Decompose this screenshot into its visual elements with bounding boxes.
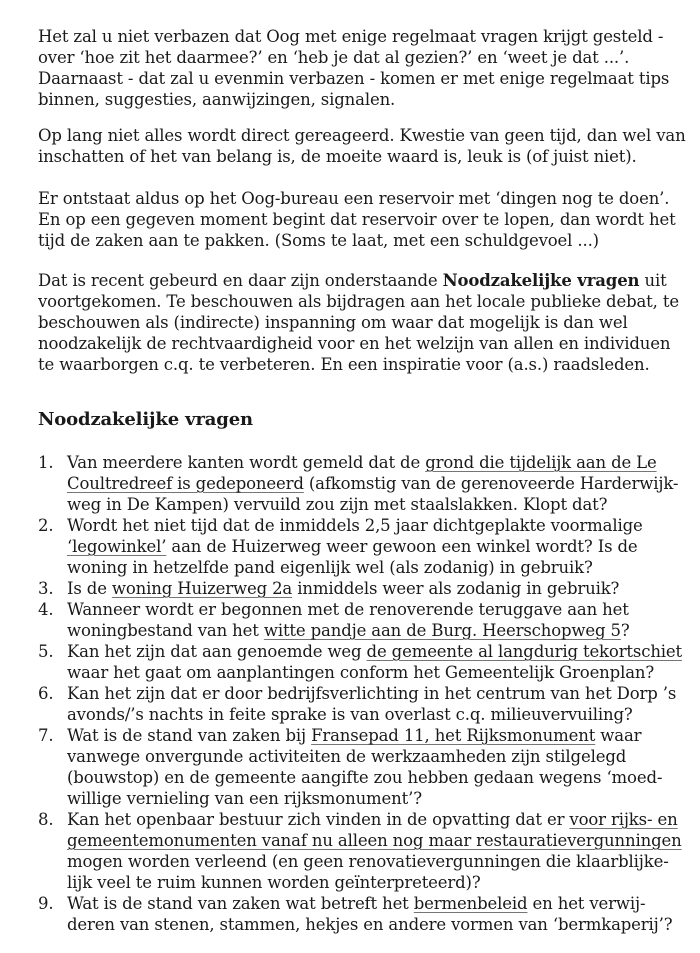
underlined-text: gemeentemonumenten vanaf nu alleen nog maar restauratievergunningen	[67, 831, 682, 850]
intro-paragraphs	[38, 26, 688, 375]
text-line	[67, 830, 688, 851]
text-run: Het zal u niet verbazen dat Oog met enige regelmaat vragen krijgt gesteld -	[38, 27, 664, 46]
text-line	[67, 452, 688, 473]
text-run: Van meerdere kanten wordt gemeld dat de	[67, 453, 426, 472]
list-item-number: 6.	[38, 684, 54, 703]
paragraph	[38, 188, 688, 251]
text-run: Kan het openbaar bestuur zich vinden in de opvatting dat er	[67, 810, 570, 829]
text-line	[67, 641, 688, 662]
text-line	[38, 291, 688, 312]
underlined-text: Coultredreef is gedeponeerd	[67, 474, 304, 493]
text-run: ?	[620, 621, 630, 640]
text-line	[38, 354, 688, 375]
text-run: woning in hetzelfde pand eigenlijk wel (als zodanig) in gebruik?	[67, 558, 593, 577]
text-line	[38, 89, 688, 110]
text-run: willige vernieling van een rijksmonument’?	[67, 789, 422, 808]
list-item-text	[67, 641, 688, 683]
text-line	[38, 47, 688, 68]
text-run: Is de	[67, 579, 112, 598]
text-line	[38, 333, 688, 354]
text-run: noodzakelijk de rechtvaardigheid voor en het welzijn van allen en individuen	[38, 334, 671, 353]
text-run: inmiddels weer als zodanig in gebruik?	[292, 579, 620, 598]
text-run: Op lang niet alles wordt direct gereageerd. Kwestie van geen tijd, dan wel van	[38, 126, 686, 145]
text-line	[67, 893, 688, 914]
underlined-text: Fransepad 11, het Rijksmonument	[311, 726, 596, 745]
text-run: uit	[639, 271, 667, 290]
text-line	[67, 746, 688, 767]
list-item	[38, 683, 688, 725]
list-item	[38, 893, 688, 935]
list-item-number: 1.	[38, 453, 54, 472]
text-line	[67, 662, 688, 683]
text-run: woningbestand van het	[67, 621, 264, 640]
text-line	[38, 146, 688, 167]
text-line	[67, 473, 688, 494]
text-run: aan de Huizerweg weer gewoon een winkel wordt? Is de	[166, 537, 638, 556]
text-run: mogen worden verleend (en geen renovatievergunningen die klaarblijke-	[67, 852, 669, 871]
paragraph	[38, 26, 688, 110]
text-run: (afkomstig van de gerenoveerde Harderwijk-	[303, 474, 679, 493]
text-line	[67, 767, 688, 788]
section-heading: Noodzakelijke vragen	[38, 409, 253, 430]
list-item-number: 4.	[38, 600, 54, 619]
text-run: Wordt het niet tijd dat de inmiddels 2,5 jaar dichtgeplakte voormalige	[67, 516, 643, 535]
text-line	[67, 683, 688, 704]
list-item-number: 9.	[38, 894, 54, 913]
underlined-text: bermenbeleid	[413, 894, 528, 913]
text-run: Wat is de stand van zaken bij	[67, 726, 312, 745]
list-item-number: 8.	[38, 810, 54, 829]
text-run: Er ontstaat aldus op het Oog-bureau een reservoir met ‘dingen nog te doen’.	[38, 189, 670, 208]
list-item-number: 7.	[38, 726, 54, 745]
text-line	[67, 599, 688, 620]
list-item-number: 5.	[38, 642, 54, 661]
list-item-text	[67, 809, 688, 893]
list-item-number: 2.	[38, 516, 54, 535]
text-run: tijd de zaken aan te pakken. (Soms te laat, met een schuldgevoel ...)	[38, 231, 599, 250]
underlined-text: witte pandje aan de Burg. Heerschopweg 5	[263, 621, 621, 640]
text-run: lijk veel te ruim kunnen worden geïnterpreteerd)?	[67, 873, 481, 892]
text-line	[67, 851, 688, 872]
underlined-text: voor rijks- en	[569, 810, 678, 829]
text-run: binnen, suggesties, aanwijzingen, signalen.	[38, 90, 396, 109]
numbered-list	[38, 452, 688, 935]
text-line	[67, 809, 688, 830]
list-item	[38, 725, 688, 809]
list-item	[38, 515, 688, 578]
list-item	[38, 599, 688, 641]
text-run: Daarnaast - dat zal u evenmin verbazen - komen er met enige regelmaat tips	[38, 69, 670, 88]
text-run: voortgekomen. Te beschouwen als bijdragen aan het locale publieke debat, te	[38, 292, 679, 311]
list-item-text	[67, 893, 688, 935]
text-run: Wanneer wordt er begonnen met de renoverende teruggave aan het	[67, 600, 629, 619]
text-run: inschatten of het van belang is, de moeite waard is, leuk is (of juist niet).	[38, 147, 637, 166]
list-item	[38, 578, 688, 599]
text-run: (bouwstop) en de gemeente aangifte zou hebben gedaan wegens ‘moed-	[67, 768, 663, 787]
text-line	[67, 557, 688, 578]
underlined-text: de gemeente al langdurig tekortschiet	[366, 642, 683, 661]
text-line	[67, 704, 688, 725]
text-run: deren van stenen, stammen, hekjes en andere vormen van ‘bermkaperij’?	[67, 915, 673, 934]
text-run: beschouwen als (indirecte) inspanning om waar dat mogelijk is dan wel	[38, 313, 628, 332]
text-line	[67, 788, 688, 809]
list-item	[38, 452, 688, 515]
text-line	[67, 725, 688, 746]
text-line	[38, 188, 688, 209]
paragraph	[38, 125, 688, 167]
text-run: over ‘hoe zit het daarmee?’ en ‘heb je dat al gezien?’ en ‘weet je dat ...’.	[38, 48, 630, 67]
text-line	[38, 68, 688, 89]
text-run: Kan het zijn dat er door bedrijfsverlichting in het centrum van het Dorp ’s	[67, 684, 677, 703]
list-item-text	[67, 578, 688, 599]
text-run: waar	[595, 726, 642, 745]
text-line	[67, 536, 688, 557]
text-line	[38, 312, 688, 333]
paragraph	[38, 270, 688, 375]
list-item	[38, 809, 688, 893]
text-run: te waarborgen c.q. te verbeteren. En een inspiratie voor (a.s.) raadsleden.	[38, 355, 650, 374]
list-item-text	[67, 452, 688, 515]
list-item-text	[67, 683, 688, 725]
text-line	[38, 230, 688, 251]
underlined-text: woning Huizerweg 2a	[111, 579, 293, 598]
text-line	[67, 914, 688, 935]
text-run: Dat is recent gebeurd en daar zijn onderstaande	[38, 271, 443, 290]
text-run: vanwege onvergunde activiteiten de werkzaamheden zijn stilgelegd	[67, 747, 627, 766]
text-line	[38, 209, 688, 230]
text-line	[38, 125, 688, 146]
text-run: avonds/’s nachts in feite sprake is van overlast c.q. milieuvervuiling?	[67, 705, 633, 724]
list-item-text	[67, 725, 688, 809]
underlined-text: ‘legowinkel’	[67, 537, 167, 556]
text-line	[67, 872, 688, 893]
text-run: waar het gaat om aanplantingen conform het Gemeentelijk Groenplan?	[67, 663, 655, 682]
text-run: En op een gegeven moment begint dat reservoir over te lopen, dan wordt het	[38, 210, 676, 229]
list-item	[38, 641, 688, 683]
text-line	[67, 515, 688, 536]
list-item-text	[67, 515, 688, 578]
text-line	[67, 620, 688, 641]
text-run: en het verwij-	[527, 894, 646, 913]
text-run: Wat is de stand van zaken wat betreft het	[67, 894, 414, 913]
text-line	[38, 270, 688, 291]
underlined-text: grond die tijdelijk aan de Le	[425, 453, 657, 472]
list-item-number: 3.	[38, 579, 54, 598]
text-line	[38, 26, 688, 47]
text-line	[67, 578, 688, 599]
text-line	[67, 494, 688, 515]
text-run: weg in De Kampen) vervuild zou zijn met staalslakken. Klopt dat?	[67, 495, 608, 514]
text-run: Kan het zijn dat aan genoemde weg	[67, 642, 367, 661]
list-item-text	[67, 599, 688, 641]
bold-text: Noodzakelijke vragen	[442, 271, 640, 290]
